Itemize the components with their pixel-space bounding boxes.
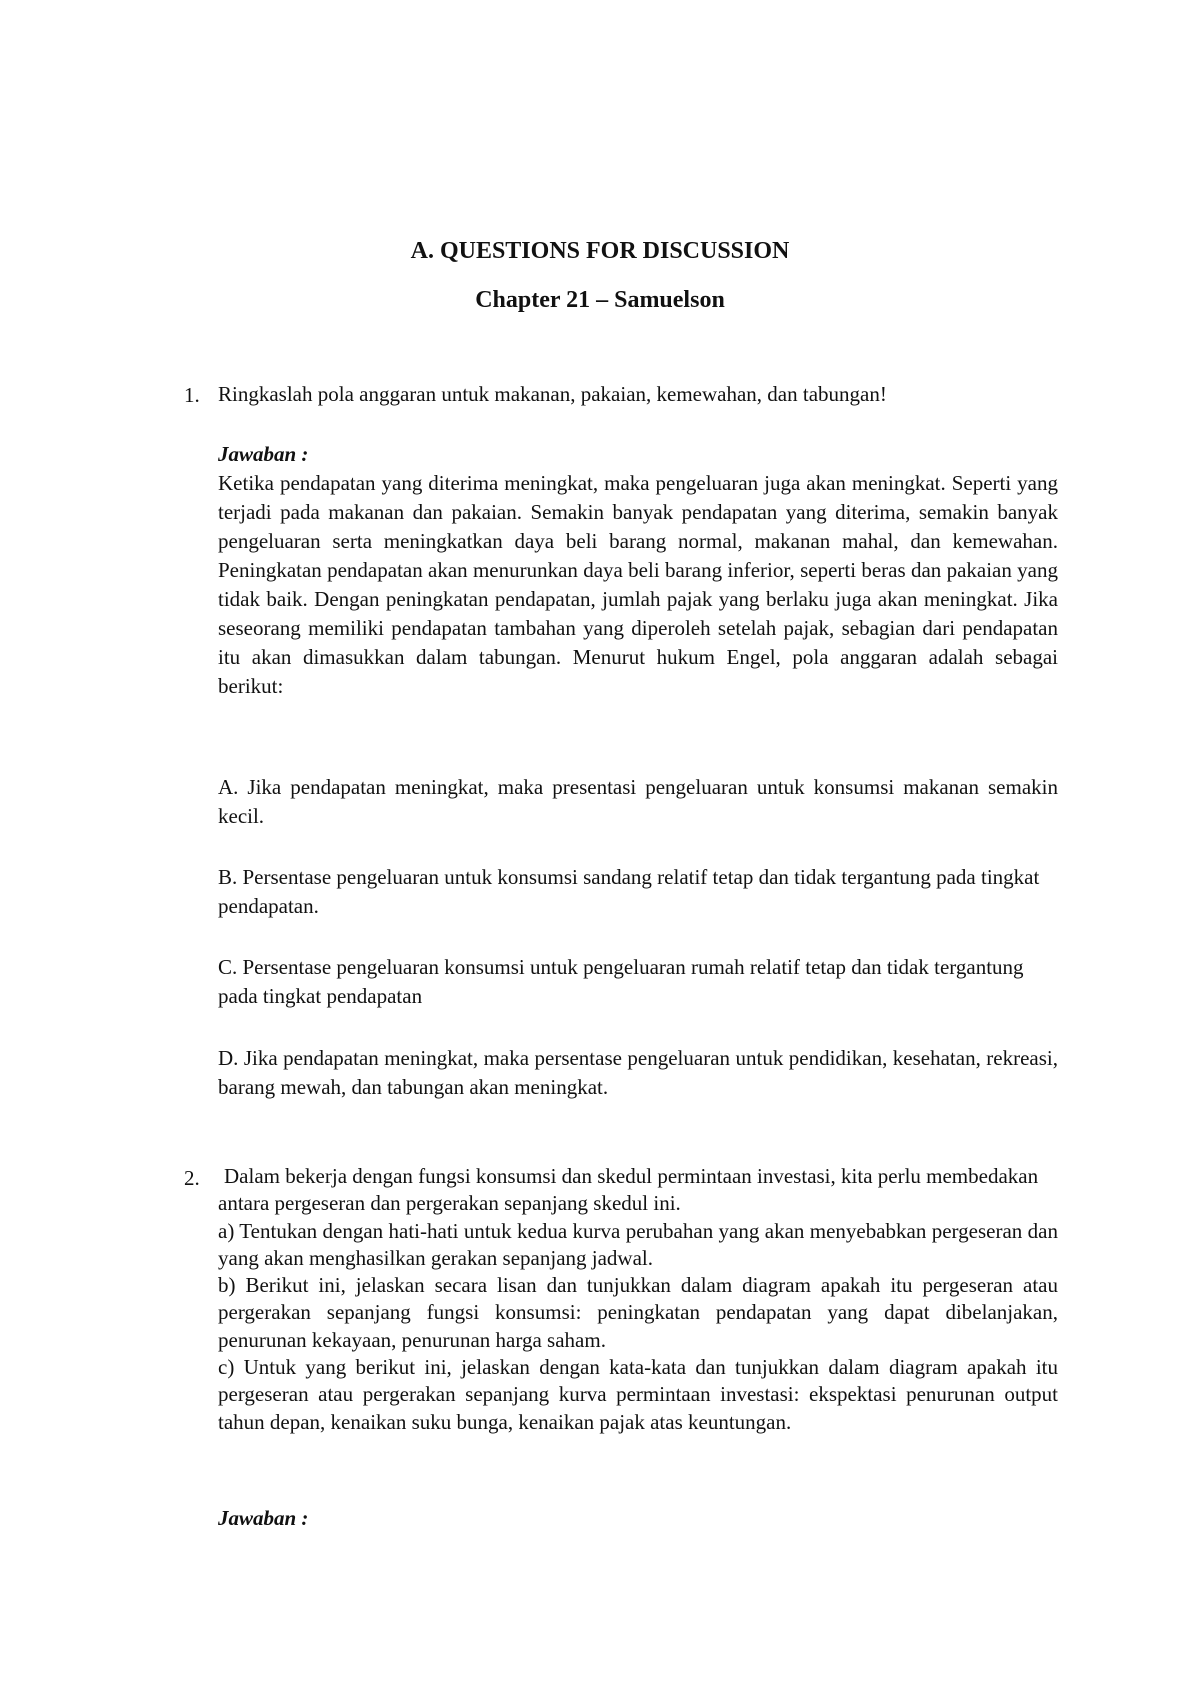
question-1-text: Ringkaslah pola anggaran untuk makanan, pakaian, kemewahan, dan tabungan! xyxy=(218,382,887,406)
question-1-point-d: D. Jika pendapatan meningkat, maka persentase pengeluaran untuk pendidikan, kesehatan, rekreasi, barang mewah, dan tabungan akan meningkat. xyxy=(218,1046,1058,1099)
question-1-number: 1. xyxy=(184,383,200,407)
page-title: A. QUESTIONS FOR DISCUSSION xyxy=(410,238,790,264)
question-2-part-b: b) Berikut ini, jelaskan secara lisan dan tunjukkan dalam diagram apakah itu pergeseran atau pergerakan sepanjang fungsi konsumsi: peningkatan pendapatan yang dapat dibelanjakan, penurunan kekayaan, penurunan harga saham. xyxy=(218,1273,1058,1352)
question-1-point-b: B. Persentase pengeluaran untuk konsumsi sandang relatif tetap dan tidak tergantung pada tingkat pendapatan. xyxy=(218,865,1040,918)
question-2-number: 2. xyxy=(184,1166,200,1190)
question-1-answer-label: Jawaban : xyxy=(218,442,309,466)
question-2-intro: Dalam bekerja dengan fungsi konsumsi dan skedul permintaan investasi, kita perlu membedakan antara pergeseran dan pergerakan sepanjang skedul ini. xyxy=(218,1164,1039,1216)
question-1-point-c: C. Persentase pengeluaran konsumsi untuk pengeluaran rumah relatif tetap dan tidak tergantung pada tingkat pendapatan xyxy=(218,955,1024,1008)
page-subtitle: Chapter 21 – Samuelson xyxy=(475,287,725,313)
question-2-part-a: a) Tentukan dengan hati-hati untuk kedua kurva perubahan yang akan menyebabkan pergeseran dan yang akan menghasilkan gerakan sepanjang jadwal. xyxy=(218,1218,1058,1270)
question-2-body xyxy=(218,1163,1058,1436)
question-1-answer: Ketika pendapatan yang diterima meningkat, maka pengeluaran juga akan meningkat. Seperti yang terjadi pada makanan dan pakaian. Semakin banyak pendapatan yang diterima, semakin banyak pengeluaran serta meningkatkan daya beli barang normal, makanan mahal, dan kemewahan. Peningkatan pendapatan akan menurunkan daya beli barang inferior, seperti beras dan pakaian yang tidak baik. Dengan peningkatan pendapatan, jumlah pajak yang berlaku juga akan meningkat. Jika seseorang memiliki pendapatan tambahan yang diperoleh setelah pajak, sebagian dari pendapatan itu akan dimasukkan dalam tabungan. Menurut hukum Engel, pola anggaran adalah sebagai berikut: xyxy=(218,471,1058,698)
question-1-point-a: A. Jika pendapatan meningkat, maka presentasi pengeluaran untuk konsumsi makanan semakin kecil. xyxy=(218,775,1058,828)
question-2-answer-label: Jawaban : xyxy=(218,1506,309,1530)
question-2-part-c: c) Untuk yang berikut ini, jelaskan dengan kata-kata dan tunjukkan dalam diagram apakah itu pergeseran atau pergerakan sepanjang kurva permintaan investasi: ekspektasi penurunan output tahun depan, kenaikan suku bunga, kenaikan pajak atas keuntungan. xyxy=(218,1355,1058,1434)
